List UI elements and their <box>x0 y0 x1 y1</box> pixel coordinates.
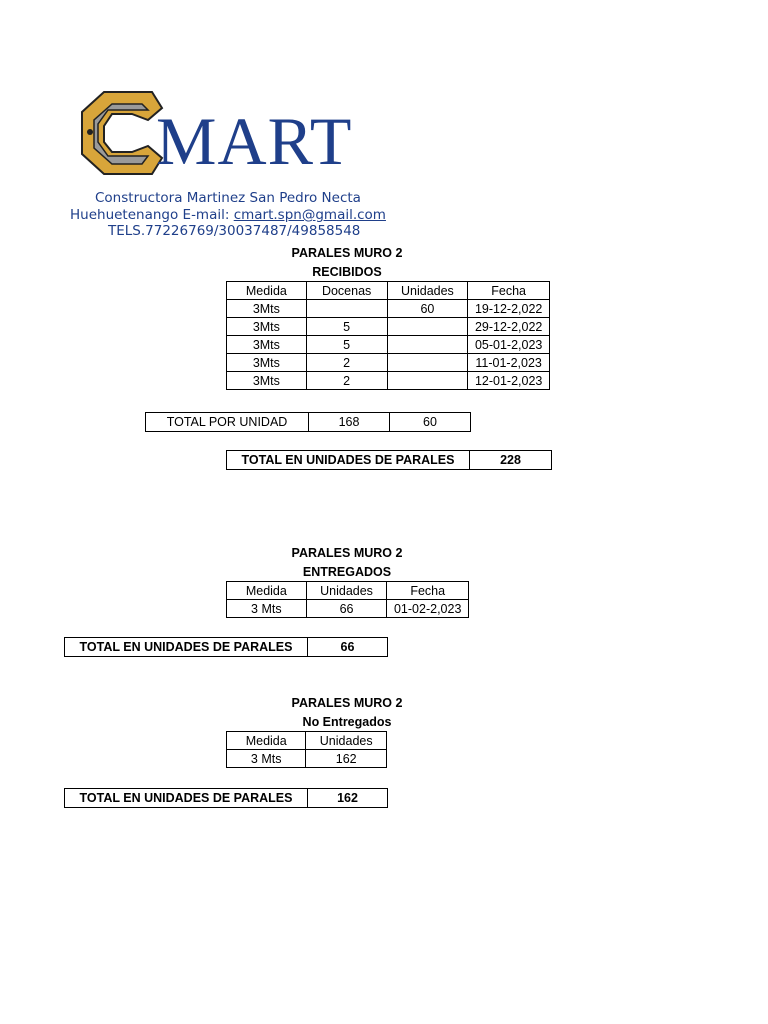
cell-medida: 3Mts <box>227 354 307 372</box>
table-row <box>227 750 387 768</box>
header-medida: Medida <box>227 582 307 600</box>
recibidos-subtitle: RECIBIDOS <box>312 265 382 279</box>
cell-medida: 3Mts <box>227 318 307 336</box>
cell-medida: 3Mts <box>227 300 307 318</box>
total-docenas-value: 168 <box>308 413 389 431</box>
cell-unidades: 66 <box>306 600 387 618</box>
cell-docenas: 5 <box>306 336 387 354</box>
cell-fecha: 11-01-2,023 <box>468 354 550 372</box>
entregados-title: PARALES MURO 2 <box>291 546 403 560</box>
total-label: TOTAL EN UNIDADES DE PARALES <box>79 791 293 805</box>
table-header-row <box>227 282 550 300</box>
header-unidades: Unidades <box>306 582 387 600</box>
no-entregados-subtitle: No Entregados <box>302 715 392 729</box>
header-medida: Medida <box>227 732 306 750</box>
cell-docenas: 2 <box>306 354 387 372</box>
recibidos-table <box>226 281 550 390</box>
contact-prefix: Huehuetenango E-mail: <box>70 207 234 223</box>
total-label: TOTAL EN UNIDADES DE PARALES <box>241 453 455 467</box>
cell-medida: 3 Mts <box>227 600 307 618</box>
company-name: Constructora Martinez San Pedro Necta <box>95 190 361 206</box>
header-docenas: Docenas <box>306 282 387 300</box>
no-entregados-total-row <box>64 788 388 808</box>
header-fecha: Fecha <box>468 282 550 300</box>
cell-unidades <box>387 354 468 372</box>
table-row <box>227 336 550 354</box>
cell-unidades <box>387 372 468 390</box>
table-header-row <box>227 582 469 600</box>
cell-unidades <box>387 318 468 336</box>
cell-fecha: 19-12-2,022 <box>468 300 550 318</box>
cmart-c-emblem-icon <box>76 90 166 176</box>
email-link[interactable]: cmart.spn@gmail.com <box>233 207 386 223</box>
table-row <box>227 600 469 618</box>
entregados-subtitle: ENTREGADOS <box>302 565 392 579</box>
no-entregados-title: PARALES MURO 2 <box>291 696 403 710</box>
table-row <box>227 372 550 390</box>
total-value: 66 <box>307 638 387 656</box>
cell-fecha: 29-12-2,022 <box>468 318 550 336</box>
total-por-unidad-row <box>145 412 471 432</box>
cell-fecha: 01-02-2,023 <box>387 600 469 618</box>
recibidos-total-row <box>226 450 552 470</box>
company-contact <box>70 207 386 223</box>
total-unidades-value: 60 <box>389 413 470 431</box>
header-medida: Medida <box>227 282 307 300</box>
cell-unidades: 60 <box>387 300 468 318</box>
total-value: 162 <box>307 789 387 807</box>
recibidos-title: PARALES MURO 2 <box>291 246 403 260</box>
table-row <box>227 300 550 318</box>
total-label: TOTAL EN UNIDADES DE PARALES <box>79 640 293 654</box>
cell-medida: 3Mts <box>227 336 307 354</box>
cell-medida: 3 Mts <box>227 750 306 768</box>
entregados-total-row <box>64 637 388 657</box>
header-unidades: Unidades <box>306 732 387 750</box>
cell-unidades <box>387 336 468 354</box>
header-fecha: Fecha <box>387 582 469 600</box>
table-header-row <box>227 732 387 750</box>
table-row <box>227 354 550 372</box>
cell-docenas: 5 <box>306 318 387 336</box>
cell-docenas <box>306 300 387 318</box>
entregados-table <box>226 581 469 618</box>
cell-docenas: 2 <box>306 372 387 390</box>
cell-fecha: 05-01-2,023 <box>468 336 550 354</box>
table-row <box>227 318 550 336</box>
cell-medida: 3Mts <box>227 372 307 390</box>
brand-name: MART <box>156 103 353 179</box>
cell-unidades: 162 <box>306 750 387 768</box>
no-entregados-table <box>226 731 387 768</box>
company-phones: TELS.77226769/30037487/49858548 <box>108 223 361 239</box>
cell-fecha: 12-01-2,023 <box>468 372 550 390</box>
total-por-unidad-label: TOTAL POR UNIDAD <box>166 415 288 429</box>
total-value: 228 <box>469 451 551 469</box>
header-unidades: Unidades <box>387 282 468 300</box>
